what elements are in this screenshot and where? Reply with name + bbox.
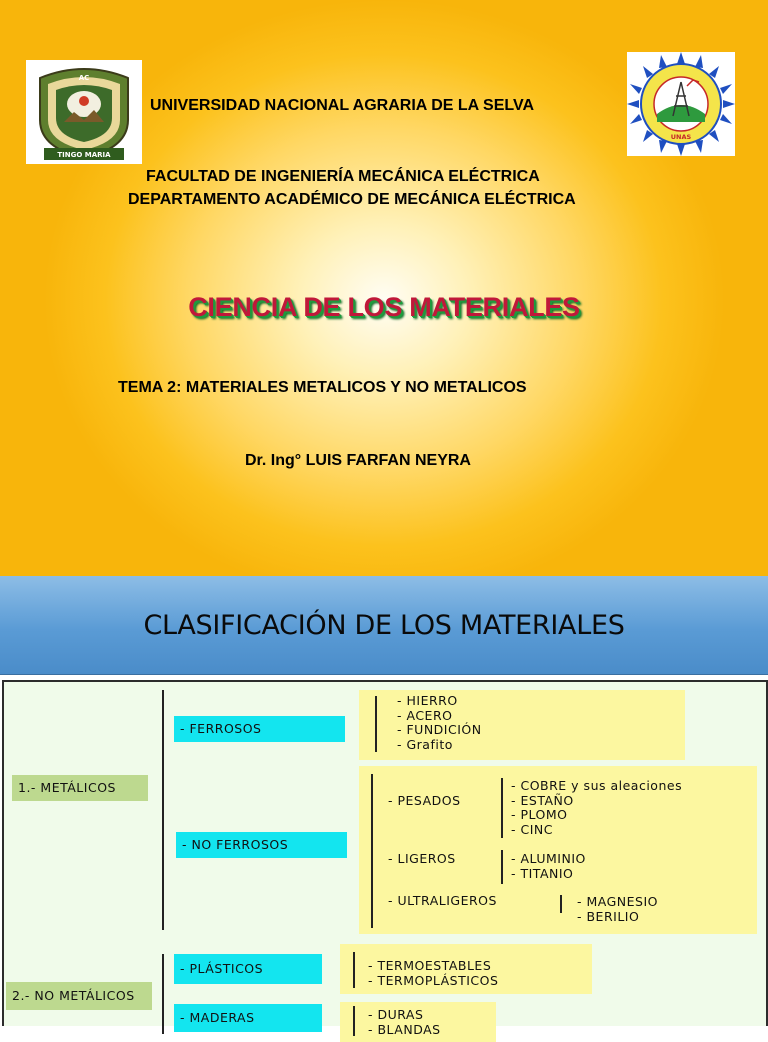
university-crest-icon [26, 60, 142, 164]
logo-left-bottom-text: TINGO MARIA [57, 151, 111, 159]
list-item: - BLANDAS [368, 1021, 441, 1037]
list-item: - PLOMO [511, 807, 568, 822]
slide-header [0, 576, 768, 675]
subcategory-plasticos: - PLÁSTICOS [174, 954, 322, 984]
list-item: - TERMOESTABLES [368, 958, 492, 973]
list-item: - ACERO [397, 707, 453, 723]
list-item: - HIERRO [397, 693, 458, 708]
classification-slide [0, 576, 768, 1037]
list-item: - TITANIO [511, 865, 574, 881]
list-item: - ALUMINIO [511, 851, 586, 866]
subcategory-maderas: - MADERAS [174, 1004, 322, 1032]
group-ultraligeros: - ULTRALIGEROS [388, 893, 497, 908]
category-metalicos: 1.- METÁLICOS [12, 775, 148, 801]
logo-right-unas: UNAS [670, 133, 692, 141]
category-no-metalicos: 2.- NO METÁLICOS [6, 982, 152, 1010]
department-name: DEPARTAMENTO ACADÉMICO DE MECÁNICA ELÉCTRICA [128, 191, 576, 208]
author-name: Dr. Ing° LUIS FARFAN NEYRA [245, 452, 471, 469]
faculty-logo [627, 52, 735, 156]
university-logo [26, 60, 142, 164]
subcategory-ferrosos: - FERROSOS [174, 716, 345, 742]
list-item: - FUNDICIÓN [397, 722, 482, 737]
list-item: - TERMOPLÁSTICOS [368, 973, 499, 988]
list-item: - MAGNESIO [577, 894, 658, 909]
group-ligeros: - LIGEROS [388, 851, 456, 866]
group-pesados: - PESADOS [388, 793, 461, 808]
list-item: - DURAS [368, 1007, 424, 1022]
list-item: - BERILIO [577, 908, 640, 924]
course-title: CIENCIA DE LOS MATERIALES [188, 292, 580, 322]
university-name: UNIVERSIDAD NACIONAL AGRARIA DE LA SELVA [150, 97, 535, 114]
list-item: - CINC [511, 821, 553, 837]
svg-text:AC: AC [78, 74, 90, 82]
classification-diagram [2, 680, 768, 1037]
faculty-sun-emblem-icon [627, 52, 735, 156]
list-item: - ESTAÑO [511, 792, 574, 808]
subcategory-no-ferrosos: - NO FERROSOS [176, 832, 347, 858]
list-item: - COBRE y sus aleaciones [511, 778, 683, 793]
list-item: - Grafito [397, 736, 453, 752]
faculty-name: FACULTAD DE INGENIERÍA MECÁNICA ELÉCTRICA [146, 168, 540, 185]
topic-title: TEMA 2: MATERIALES METALICOS Y NO METALICOS [118, 379, 527, 396]
slide-title: CLASIFICACIÓN DE LOS MATERIALES [143, 610, 625, 641]
